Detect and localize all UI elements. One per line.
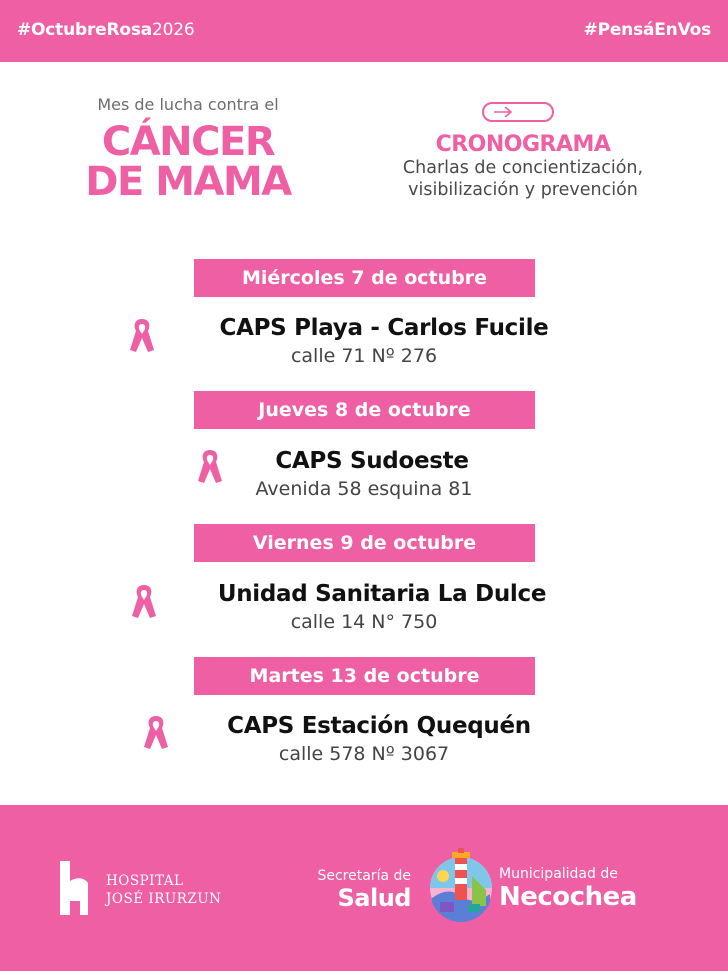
- header-bar: [0, 0, 728, 62]
- secretaria-line-1: Secretaría de: [317, 868, 411, 884]
- event-venue-block-4: [120, 713, 608, 765]
- arrow-right-icon: [492, 105, 514, 119]
- arrow-pill: [482, 102, 554, 122]
- event-venue-3: Unidad Sanitaria La Dulce: [217, 581, 547, 607]
- campaign-intro-line: Mes de lucha contra el: [97, 95, 279, 114]
- hospital-name-line-2: JOSÉ IRURZUN: [106, 891, 222, 907]
- hashtag-octubre-rosa: [17, 20, 195, 40]
- event-address-4: calle 578 Nº 3067: [278, 743, 450, 765]
- hospital-name-line-1: HOSPITAL: [106, 873, 184, 889]
- cronograma-subtitle-1: Charlas de concientización,: [402, 158, 644, 178]
- event-venue-block-3: [120, 581, 608, 633]
- event-venue-block-2: [120, 448, 608, 500]
- hashtag-year: 2026: [152, 20, 195, 40]
- cronograma-title: CRONOGRAMA: [435, 132, 611, 157]
- municipalidad-necochea: [499, 866, 637, 912]
- hospital-name: [106, 872, 221, 908]
- necochea-logo-icon: [428, 846, 494, 922]
- event-venue-4: CAPS Estación Quequén: [227, 713, 531, 739]
- event-venue-block-1: [120, 315, 608, 367]
- hashtag-pensa-en-vos: #PensáEnVos: [583, 20, 711, 40]
- event-date-4: Martes 13 de octubre: [194, 657, 535, 695]
- event-address-1: calle 71 Nº 276: [290, 345, 438, 367]
- secretaria-line-2: Salud: [337, 884, 411, 912]
- campaign-title-line-2: DE MAMA: [85, 159, 291, 205]
- municipalidad-line-2: Necochea: [499, 882, 637, 912]
- campaign-title-line-1: CÁNCER: [101, 119, 275, 165]
- event-date-3: Viernes 9 de octubre: [194, 524, 535, 562]
- hospital-logo-icon: [58, 859, 94, 917]
- cronograma-subtitle-2: visibilización y prevención: [408, 180, 638, 200]
- event-date-2: Jueves 8 de octubre: [194, 391, 535, 429]
- event-venue-2: CAPS Sudoeste: [275, 448, 469, 474]
- campaign-title: [70, 95, 306, 205]
- hashtag-octubre-rosa-bold: #OctubreRosa: [17, 20, 153, 40]
- cronograma-block: [358, 132, 688, 201]
- municipalidad-line-1: Municipalidad de: [499, 866, 618, 882]
- event-venue-1: CAPS Playa - Carlos Fucile: [219, 315, 549, 341]
- secretaria-salud: [303, 868, 411, 912]
- event-address-2: Avenida 58 esquina 81: [255, 478, 473, 500]
- event-address-3: calle 14 N° 750: [290, 611, 438, 633]
- event-date-1: Miércoles 7 de octubre: [194, 259, 535, 297]
